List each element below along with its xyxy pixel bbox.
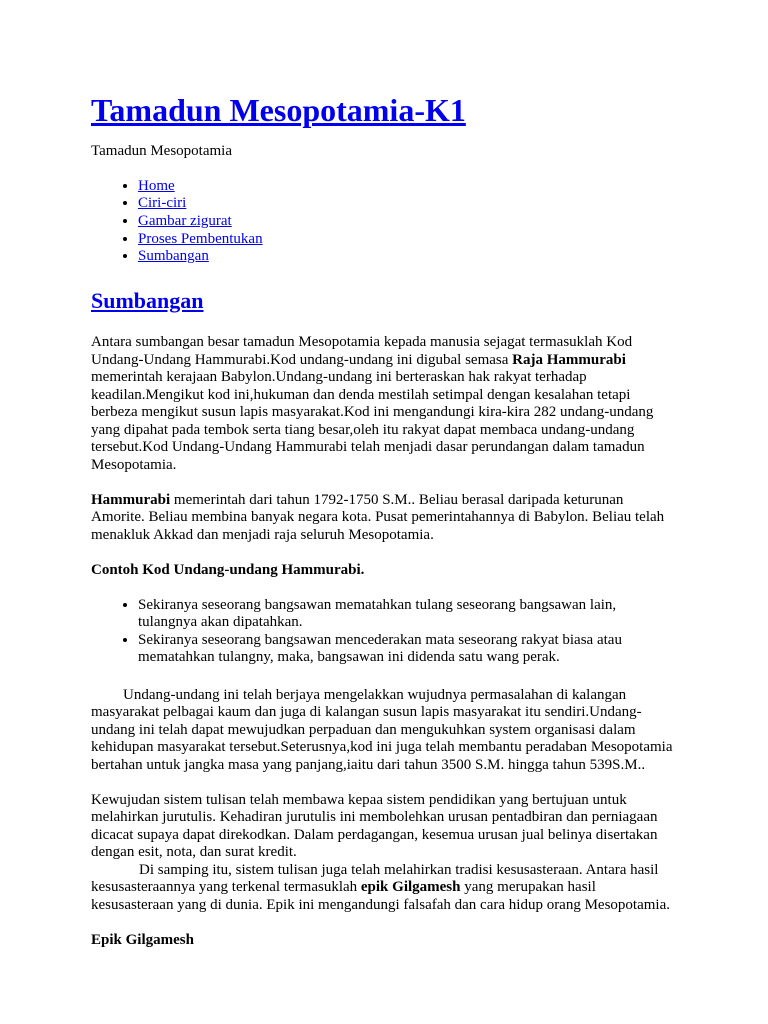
nav-item-ciri-ciri	[138, 195, 677, 213]
section-content	[91, 334, 677, 949]
nav-link-proses-pembentukan[interactable]: Proses Pembentukan	[138, 230, 263, 247]
paragraph-text: memerintah dari tahun 1792-1750 S.M.. Beliau berasal daripada keturunan Amorite. Beliau membina banyak negara kota. Pusat pemerintahannya di Babylon. Beliau telah menakluk Akkad dan menjadi raja seluruh Mesopotamia.	[91, 491, 665, 543]
nav-link-home[interactable]: Home	[138, 177, 175, 194]
paragraph-hammurabi-bio	[91, 492, 677, 545]
bold-text: Hammurabi	[91, 491, 171, 508]
nav-item-sumbangan	[138, 248, 677, 266]
bold-text: Contoh Kod Undang-undang Hammurabi.	[91, 561, 365, 578]
nav-link-sumbangan[interactable]: Sumbangan	[138, 248, 209, 265]
paragraph-text: yang merupakan hasil kesusasteraan yang di dunia. Epik ini mengandungi falsafah dan cara hidup orang Mesopotamia.	[91, 879, 670, 913]
page-subtitle: Tamadun Mesopotamia	[91, 143, 232, 159]
epic-heading	[91, 932, 677, 950]
nav-link-ciri-ciri[interactable]: Ciri-ciri	[138, 195, 187, 212]
list-item: • Sekiranya seseorang bangsawan mencederakan mata seseorang rakyat biasa atau mematahkan tulangny, maka, bangsawan ini didenda satu wang perak.	[138, 632, 677, 667]
paragraph-text: Di samping itu, sistem tulisan juga telah melahirkan tradisi kesusasteraan. Antara hasil kesusasteraannya yang terkenal termasuklah	[91, 861, 659, 896]
page-title-link[interactable]: Tamadun Mesopotamia-K1	[91, 92, 466, 128]
bold-text: Epik Gilgamesh	[91, 931, 194, 948]
paragraph-effects: Undang-undang ini telah berjaya mengelakkan wujudnya permasalahan di kalangan masyarakat pelbagai kaum dan juga di kalangan susun lapis masyarakat itu sendiri.Undang-undang ini telah dapat mewujudkan perpaduan dan mengukuhkan system organisasi dalam kehidupan masyarakat tersebut.Seterusnya,kod ini juga telah membantu peradaban Mesopotamia bertahan untuk jangka masa yang panjang,iaitu dari tahun 3500 S.M. hingga tahun 539S.M..	[91, 686, 673, 773]
nav-item-gambar-zigurat	[138, 213, 677, 231]
examples-heading	[91, 562, 677, 580]
page-title[interactable]	[91, 0, 677, 128]
paragraph-text: Antara sumbangan besar tamadun Mesopotamia kepada manusia sejagat termasuklah Kod Undang-Undang Hammurabi.Kod undang-undang ini digubal semasa	[91, 334, 633, 368]
examples-list	[91, 597, 677, 667]
bold-text: Raja Hammurabi	[512, 351, 626, 368]
nav-list	[91, 178, 677, 267]
paragraph-literature	[91, 862, 677, 915]
nav-item-proses-pembentukan	[138, 231, 677, 249]
nav-link-gambar-zigurat[interactable]: Gambar zigurat	[138, 212, 232, 229]
paragraph-hammurabi-code	[91, 334, 677, 474]
bold-text: epik Gilgamesh	[360, 879, 461, 896]
nav-item-home	[138, 178, 677, 196]
paragraph-text: memerintah kerajaan Babylon.Undang-undang ini berteraskan hak rakyat terhadap keadilan.Mengikut kod ini,hukuman dan denda mestilah setimpal dengan kesalahan tetapi berbeza mengikut susun lapis masyarakat.Kod ini mengandungi kira-kira 282 undang-undang yang dipahat pada tembok serta tiang besar,oleh itu rakyat dapat membaca undang-undang tersebut.Kod Undang-Undang Hammurabi telah menjadi dasar perundangan dalam tamadun Mesopotamia.	[91, 369, 654, 473]
paragraph-writing-system: Kewujudan sistem tulisan telah membawa kepaa sistem pendidikan yang bertujuan untuk melahirkan jurutulis. Kehadiran jurutulis ini membolehkan urusan pentadbiran dan perniagaan dicacat supaya dapat direkodkan. Dalam perdagangan, kesemua urusan jual belinya disertakan dengan esit, nota, dan surat kredit.	[91, 791, 658, 861]
list-item: • Sekiranya seseorang bangsawan mematahkan tulang seseorang bangsawan lain, tulangnya akan dipatahkan.	[138, 597, 677, 632]
section-heading-link[interactable]: Sumbangan	[91, 288, 204, 314]
section-heading[interactable]	[91, 288, 677, 314]
